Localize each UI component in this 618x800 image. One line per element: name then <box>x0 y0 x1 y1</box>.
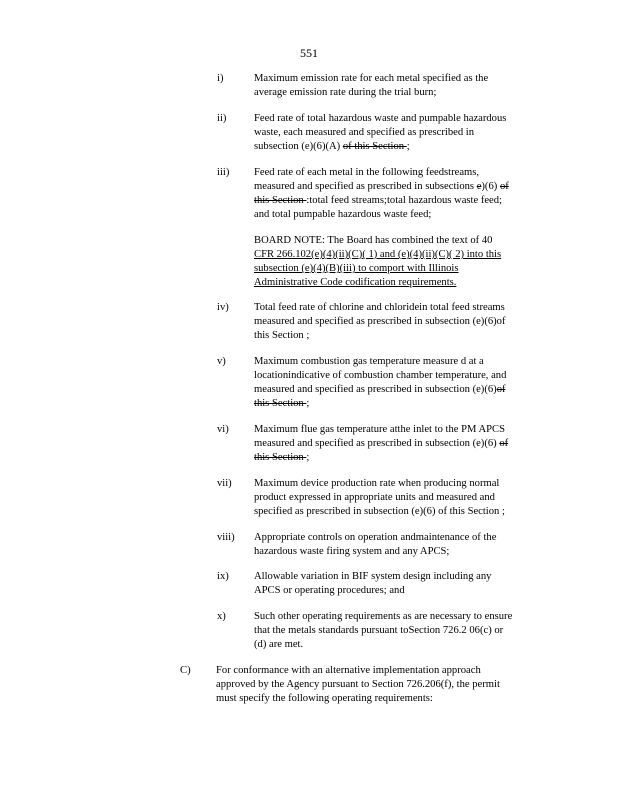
item-text <box>254 166 532 222</box>
item-label: v) <box>217 356 226 367</box>
line: specified as prescribed in subsection (e)(6) of this Section ; <box>254 506 505 517</box>
line <box>254 383 532 397</box>
text-run: subsection (e)(6)(A) <box>254 141 343 152</box>
line: APCS or operating procedures; and <box>254 585 405 596</box>
line: Maximum emission rate for each metal specified as the <box>254 73 489 84</box>
line: waste, each measured and specified as prescribed in <box>254 127 475 138</box>
item-label: vi) <box>217 424 229 435</box>
line <box>254 180 532 194</box>
line: that the metals standards pursuant toSection 726.2 06(c) or <box>254 625 504 636</box>
page-number: 551 <box>300 46 318 60</box>
list-item-x <box>0 610 618 654</box>
text-run: measured and specified as prescribed in subsections <box>254 181 477 192</box>
list-item-iv <box>0 301 618 345</box>
list-item-v <box>0 355 618 413</box>
underlined-line: Administrative Code codification requirements. <box>254 277 457 288</box>
section-text <box>216 664 532 706</box>
underlined-line: subsection (e)(4)(B)(iii) to comport with Illinois <box>254 263 459 274</box>
struck-text: of <box>499 181 509 192</box>
item-label: iv) <box>217 302 229 313</box>
line <box>254 140 532 154</box>
line: Maximum combustion gas temperature measure d at a <box>254 356 484 367</box>
line: Maximum flue gas temperature atthe inlet to the PM APCS <box>254 424 505 435</box>
item-text <box>254 531 532 559</box>
list-item-iii <box>0 166 618 224</box>
line: hazardous waste firing system and any APCS; <box>254 546 450 557</box>
list-item-viii <box>0 531 618 561</box>
underlined-line: CFR 266.102(e)(4)(ii)(C)( 1) and (e)(4)(ii)(C)( 2) into this <box>254 249 502 260</box>
line <box>254 451 532 465</box>
text-run: )(6) <box>481 181 500 192</box>
item-text <box>254 72 532 100</box>
item-text <box>254 610 532 652</box>
line: For conformance with an alternative implementation approach <box>216 665 481 676</box>
line: measured and specified as prescribed in subsection (e)(6)of <box>254 316 506 327</box>
item-label: viii) <box>217 532 235 543</box>
line: Such other operating requirements as are necessary to ensure <box>254 611 513 622</box>
board-note-text <box>254 234 534 290</box>
line: locationindicative of combustion chamber temperature, and <box>254 370 507 381</box>
line: Allowable variation in BIF system design including any <box>254 571 492 582</box>
struck-text: e <box>476 181 482 192</box>
line: Feed rate of each metal in the following feedstreams, <box>254 167 480 178</box>
item-text <box>254 570 532 598</box>
list-item-vi <box>0 423 618 467</box>
line <box>254 194 532 208</box>
item-text <box>254 112 532 154</box>
struck-text: of <box>499 438 509 449</box>
item-label: iii) <box>217 167 230 178</box>
struck-text: of <box>496 384 506 395</box>
item-label: i) <box>217 73 224 84</box>
text-run: measured and specified as prescribed in subsection (e)(6) <box>254 438 500 449</box>
line: this Section ; <box>254 330 310 341</box>
line: Total feed rate of chlorine and chloridein total feed streams <box>254 302 505 313</box>
line: Maximum device production rate when producing normal <box>254 478 500 489</box>
list-item-i <box>0 72 618 102</box>
item-text <box>254 355 532 411</box>
line: and total pumpable hazardous waste feed; <box>254 209 432 220</box>
struck-text: of this Section <box>342 141 407 152</box>
text-run: ; <box>306 398 310 409</box>
struck-text: this Section <box>254 398 307 409</box>
list-item-ix <box>0 570 618 600</box>
line: Feed rate of total hazardous waste and pumpable hazardous <box>254 113 507 124</box>
text-run: :total feed streams;total hazardous waste feed; <box>306 195 503 206</box>
section-label: C) <box>180 665 191 676</box>
item-label: vii) <box>217 478 232 489</box>
line: approved by the Agency pursuant to Section 726.206(f), the permit <box>216 679 500 690</box>
text-run: ; <box>406 141 410 152</box>
text-run: ; <box>306 452 310 463</box>
line: must specify the following operating requirements: <box>216 693 433 704</box>
text-run: measured and specified as prescribed in subsection (e)(6) <box>254 384 497 395</box>
line: Appropriate controls on operation andmaintenance of the <box>254 532 497 543</box>
line: (d) are met. <box>254 639 304 650</box>
line: product expressed in appropriate units and measured and <box>254 492 495 503</box>
board-note <box>0 234 618 292</box>
struck-text: this Section <box>254 195 307 206</box>
line <box>254 397 532 411</box>
item-text <box>254 477 532 519</box>
line <box>254 437 532 451</box>
item-text <box>254 301 532 343</box>
item-label: ix) <box>217 571 229 582</box>
item-label: x) <box>217 611 226 622</box>
line: BOARD NOTE: The Board has combined the text of 40 <box>254 235 493 246</box>
struck-text: this Section <box>254 452 307 463</box>
item-text <box>254 423 532 465</box>
line: average emission rate during the trial burn; <box>254 87 437 98</box>
section-c <box>0 664 618 708</box>
item-label: ii) <box>217 113 227 124</box>
list-item-ii <box>0 112 618 156</box>
list-item-vii <box>0 477 618 521</box>
